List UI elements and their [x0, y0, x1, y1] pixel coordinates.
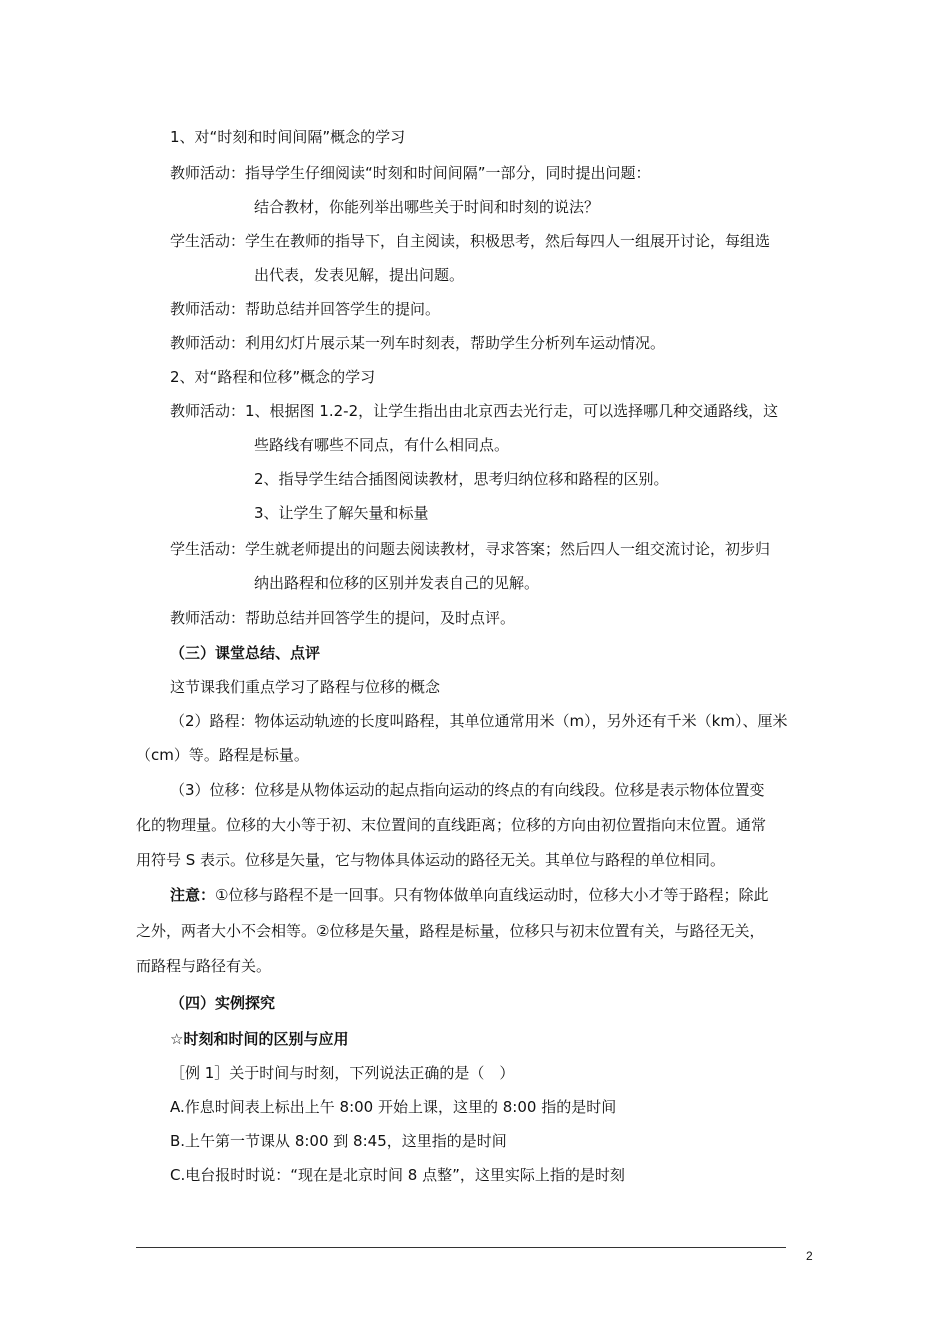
text-line: 化的物理量。位移的大小等于初、末位置间的直线距离；位移的方向由初位置指向末位置。通常 [136, 816, 767, 834]
text-line: 些路线有哪些不同点，有什么相同点。 [254, 436, 510, 454]
text-line: 教师活动：利用幻灯片展示某一列车时刻表，帮助学生分析列车运动情况。 [170, 334, 666, 352]
text-line: 3、让学生了解矢量和标量 [254, 504, 429, 522]
text-line: 结合教材，你能列举出哪些关于时间和时刻的说法？ [254, 198, 600, 216]
text-line: 出代表，发表见解，提出问题。 [254, 266, 465, 284]
option-c: C.电台报时时说：“现在是北京时间 8 点整”，这里实际上指的是时刻 [170, 1166, 625, 1184]
text-line: （cm）等。路程是标量。 [136, 746, 309, 764]
text-line: 学生活动：学生就老师提出的问题去阅读教材，寻求答案；然后四人一组交流讨论，初步归 [170, 540, 771, 558]
text-line: 纳出路程和位移的区别并发表自己的见解。 [254, 574, 540, 592]
text-line: 而路程与路径有关。 [136, 957, 272, 975]
text-line: 之外，两者大小不会相等。②位移是矢量，路程是标量，位移只与初末位置有关，与路径无关， [136, 922, 765, 940]
section-heading-1: 1、对“时刻和时间间隔”概念的学习 [170, 128, 406, 146]
option-b: B.上午第一节课从 8:00 到 8:45，这里指的是时间 [170, 1132, 507, 1150]
text-line: （3）位移：位移是从物体运动的起点指向运动的终点的有向线段。位移是表示物体位置变 [170, 781, 765, 799]
section-heading-3: （三）课堂总结、点评 [170, 644, 321, 662]
subsection-heading: ☆时刻和时间的区别与应用 [170, 1030, 349, 1048]
note-label: 注意： [170, 886, 216, 904]
text-line: 教师活动：1、根据图 1.2-2，让学生指出由北京西去光行走，可以选择哪几种交通路线，这 [170, 402, 779, 420]
text-line: 这节课我们重点学习了路程与位移的概念 [170, 678, 441, 696]
text-line: 教师活动：帮助总结并回答学生的提问。 [170, 300, 441, 318]
text-line: 教师活动：帮助总结并回答学生的提问，及时点评。 [170, 609, 516, 627]
note-text: ①位移与路程不是一回事。只有物体做单向直线运动时，位移大小才等于路程；除此 [215, 886, 769, 904]
text-line: 用符号 S 表示。位移是矢量，它与物体具体运动的路径无关。其单位与路程的单位相同。 [136, 851, 726, 869]
text-line: 2、指导学生结合插图阅读教材，思考归纳位移和路程的区别。 [254, 470, 669, 488]
text-line: （2）路程：物体运动轨迹的长度叫路程，其单位通常用米（m），另外还有千米（km）、厘米 [170, 712, 788, 730]
footer-divider [136, 1247, 786, 1248]
option-a: A.作息时间表上标出上午 8:00 开始上课，这里的 8:00 指的是时间 [170, 1098, 617, 1116]
example-question: ［例 1］关于时间与时刻，下列说法正确的是（ ） [170, 1064, 515, 1082]
page-number: 2 [806, 1249, 813, 1263]
section-heading-4: （四）实例探究 [170, 994, 276, 1012]
text-line [170, 884, 768, 906]
section-heading-2: 2、对“路程和位移”概念的学习 [170, 368, 376, 386]
text-line: 教师活动：指导学生仔细阅读“时刻和时间间隔”一部分，同时提出问题： [170, 164, 651, 182]
text-line: 学生活动：学生在教师的指导下，自主阅读，积极思考，然后每四人一组展开讨论，每组选 [170, 232, 771, 250]
